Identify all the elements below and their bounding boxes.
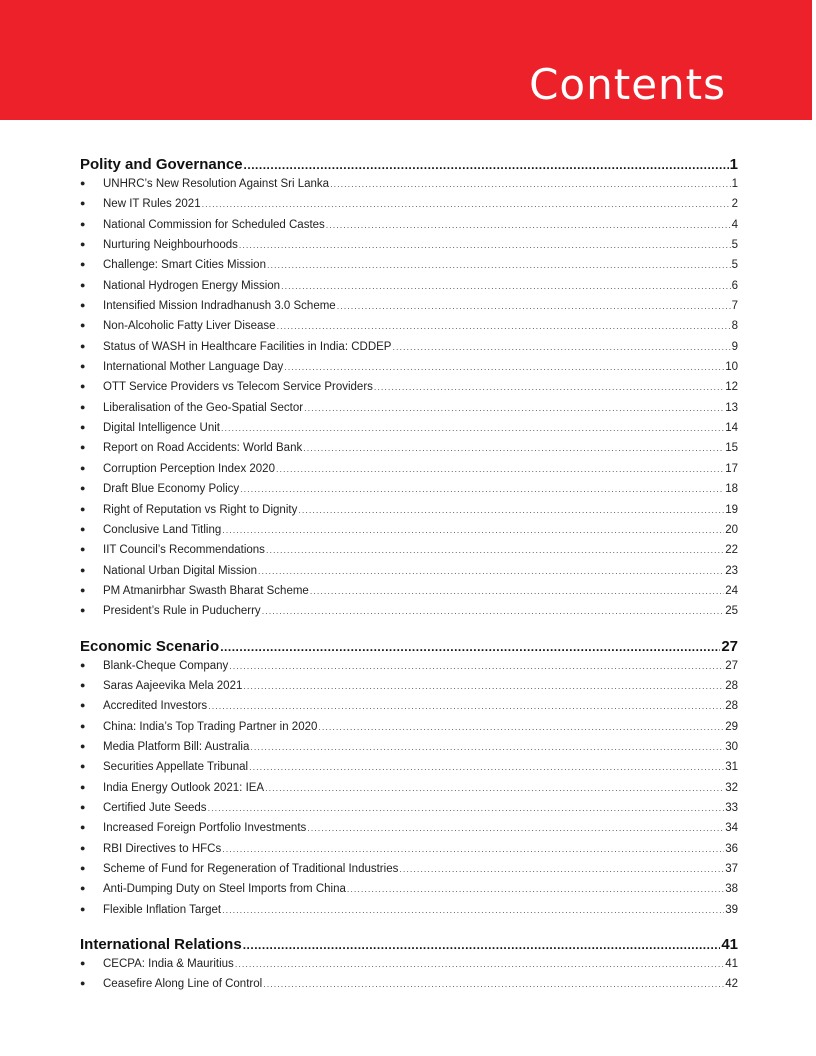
- bullet-icon: ●: [80, 822, 86, 833]
- dot-leader: [374, 382, 724, 392]
- bullet-icon: ●: [80, 523, 86, 534]
- toc-entry[interactable]: [80, 721, 738, 741]
- bullet-icon: ●: [80, 659, 86, 670]
- entry-page-number: 19: [725, 503, 738, 516]
- bullet-icon: ●: [80, 300, 86, 311]
- entry-title: PM Atmanirbhar Swasth Bharat Scheme: [103, 584, 309, 597]
- dot-leader: [229, 661, 724, 671]
- toc-entry[interactable]: [80, 741, 738, 761]
- toc-section-heading[interactable]: [80, 156, 738, 178]
- dot-leader: [263, 979, 724, 989]
- entry-page-number: 31: [725, 761, 738, 774]
- toc-entry[interactable]: [80, 280, 738, 300]
- bullet-icon: ●: [80, 883, 86, 894]
- bullet-icon: ●: [80, 564, 86, 575]
- entry-title: Corruption Perception Index 2020: [103, 462, 275, 475]
- bullet-icon: ●: [80, 442, 86, 453]
- bullet-icon: ●: [80, 401, 86, 412]
- entry-page-number: 13: [725, 401, 738, 414]
- entry-page-number: 7: [731, 300, 738, 313]
- entry-page-number: 14: [725, 422, 738, 435]
- toc-entry[interactable]: [80, 978, 738, 998]
- bullet-icon: ●: [80, 679, 86, 690]
- dot-leader: [208, 803, 725, 813]
- dot-leader: [392, 342, 730, 352]
- bullet-icon: ●: [80, 761, 86, 772]
- bullet-icon: ●: [80, 801, 86, 812]
- entry-page-number: 37: [725, 863, 738, 875]
- toc-entry[interactable]: [80, 178, 738, 198]
- bullet-icon: ●: [80, 503, 86, 514]
- entry-title: IIT Council’s Recommendations: [103, 544, 265, 557]
- entry-title: UNHRC’s New Resolution Against Sri Lanka: [103, 178, 330, 190]
- bullet-icon: ●: [80, 259, 86, 270]
- bullet-icon: ●: [80, 381, 86, 392]
- entry-title: National Urban Digital Mission: [103, 564, 258, 577]
- dot-leader: [235, 959, 724, 969]
- entry-page-number: 15: [725, 442, 738, 455]
- toc-entry[interactable]: [80, 381, 738, 401]
- toc-entry[interactable]: [80, 761, 738, 781]
- section-page-number: 27: [721, 637, 738, 655]
- toc-section-heading[interactable]: [80, 638, 738, 660]
- entry-title: Status of WASH in Healthcare Facilities in India: CDDEP: [103, 340, 392, 353]
- dot-leader: [250, 742, 724, 752]
- entry-page-number: 23: [725, 564, 738, 577]
- toc-entry[interactable]: [80, 219, 738, 239]
- bullet-icon: ●: [80, 422, 86, 433]
- dot-leader: [262, 606, 725, 616]
- entry-page-number: 33: [725, 801, 738, 814]
- bullet-icon: ●: [80, 198, 86, 209]
- toc-entry[interactable]: [80, 524, 738, 544]
- entry-title: New IT Rules 2021: [103, 198, 201, 211]
- dot-leader: [326, 220, 731, 230]
- bullet-icon: ●: [80, 903, 86, 914]
- bullet-icon: ●: [80, 863, 86, 873]
- bullet-icon: ●: [80, 781, 86, 792]
- entry-page-number: 29: [725, 720, 738, 733]
- dot-leader: [208, 701, 724, 711]
- dot-leader: [330, 179, 731, 189]
- entry-page-number: 4: [731, 218, 738, 231]
- entry-title: Conclusive Land Titling: [103, 523, 222, 536]
- toc-entry[interactable]: [80, 361, 738, 381]
- bullet-icon: ●: [80, 361, 86, 372]
- entry-page-number: 28: [725, 700, 738, 713]
- bullet-icon: ●: [80, 178, 86, 188]
- toc-entry[interactable]: [80, 822, 738, 842]
- bullet-icon: ●: [80, 958, 86, 969]
- toc-entry[interactable]: [80, 843, 738, 863]
- entry-title: Scheme of Fund for Regeneration of Traditional Industries: [103, 863, 399, 875]
- dot-leader: [307, 823, 724, 833]
- bullet-icon: ●: [80, 605, 86, 616]
- bullet-icon: ●: [80, 700, 86, 711]
- dot-leader: [220, 640, 720, 654]
- entry-page-number: 34: [725, 822, 738, 835]
- table-of-contents: [80, 156, 738, 1011]
- toc-entry[interactable]: [80, 700, 738, 720]
- dot-leader: [304, 403, 724, 413]
- entry-page-number: 38: [725, 883, 738, 896]
- toc-section: [80, 156, 738, 626]
- dot-leader: [310, 586, 724, 596]
- entry-page-number: 36: [725, 842, 738, 855]
- section-title: International Relations: [80, 936, 242, 954]
- page-title: Contents: [529, 60, 726, 109]
- entry-title: Right of Reputation vs Right to Dignity: [103, 503, 298, 516]
- entry-title: National Hydrogen Energy Mission: [103, 279, 281, 292]
- header-band: [0, 0, 812, 120]
- bullet-icon: ●: [80, 320, 86, 331]
- bullet-icon: ●: [80, 842, 86, 853]
- entry-page-number: 6: [731, 279, 738, 292]
- entry-title: National Commission for Scheduled Castes: [103, 218, 325, 231]
- dot-leader: [243, 681, 724, 691]
- entry-title: Liberalisation of the Geo-Spatial Sector: [103, 401, 304, 414]
- toc-entry[interactable]: [80, 463, 738, 483]
- dot-leader: [318, 722, 724, 732]
- toc-entry[interactable]: [80, 585, 738, 605]
- entry-page-number: 1: [731, 178, 738, 190]
- toc-entry[interactable]: [80, 402, 738, 422]
- toc-entry[interactable]: [80, 782, 738, 802]
- toc-entry[interactable]: [80, 605, 738, 625]
- toc-entry[interactable]: [80, 442, 738, 462]
- dot-leader: [298, 505, 724, 515]
- toc-entry[interactable]: [80, 300, 738, 320]
- toc-entry[interactable]: [80, 422, 738, 442]
- toc-entry[interactable]: [80, 660, 738, 680]
- entry-page-number: 12: [725, 381, 738, 394]
- toc-entry[interactable]: [80, 863, 738, 883]
- bullet-icon: ●: [80, 462, 86, 473]
- entry-title: Challenge: Smart Cities Mission: [103, 259, 266, 272]
- dot-leader: [347, 884, 724, 894]
- entry-title: Anti-Dumping Duty on Steel Imports from China: [103, 883, 346, 896]
- toc-entry[interactable]: [80, 680, 738, 700]
- entry-title: Saras Aajeevika Mela 2021: [103, 679, 243, 692]
- entry-title: Securities Appellate Tribunal: [103, 761, 249, 774]
- toc-entry[interactable]: [80, 958, 738, 978]
- entry-title: International Mother Language Day: [103, 361, 284, 374]
- dot-leader: [267, 260, 731, 270]
- entry-title: Blank-Cheque Company: [103, 659, 229, 672]
- entry-page-number: 2: [731, 198, 738, 211]
- dot-leader: [221, 423, 724, 433]
- dot-leader: [284, 362, 724, 372]
- entry-page-number: 30: [725, 740, 738, 753]
- toc-entry[interactable]: [80, 883, 738, 903]
- toc-section: [80, 638, 738, 924]
- entry-title: Digital Intelligence Unit: [103, 422, 220, 435]
- dot-leader: [281, 281, 731, 291]
- section-page-number: 1: [729, 156, 738, 173]
- entry-title: RBI Directives to HFCs: [103, 842, 222, 855]
- toc-entry[interactable]: [80, 483, 738, 503]
- dot-leader: [222, 905, 724, 915]
- entry-page-number: 18: [725, 483, 738, 496]
- entry-title: Intensified Mission Indradhanush 3.0 Scheme: [103, 300, 336, 313]
- toc-section: [80, 936, 738, 999]
- dot-leader: [303, 443, 724, 453]
- section-title: Economic Scenario: [80, 637, 220, 655]
- entry-page-number: 39: [725, 903, 738, 916]
- bullet-icon: ●: [80, 584, 86, 595]
- toc-entry[interactable]: [80, 239, 738, 259]
- entry-title: India Energy Outlook 2021: IEA: [103, 781, 265, 794]
- toc-entry[interactable]: [80, 904, 738, 924]
- entry-title: Certified Jute Seeds: [103, 801, 207, 814]
- toc-entry[interactable]: [80, 544, 738, 564]
- toc-entry[interactable]: [80, 341, 738, 361]
- dot-leader: [266, 545, 724, 555]
- entry-page-number: 20: [725, 523, 738, 536]
- dot-leader: [244, 158, 729, 172]
- bullet-icon: ●: [80, 740, 86, 751]
- entry-title: Ceasefire Along Line of Control: [103, 978, 263, 991]
- bullet-icon: ●: [80, 239, 86, 250]
- bullet-icon: ●: [80, 978, 86, 989]
- bullet-icon: ●: [80, 483, 86, 494]
- entry-title: CECPA: India & Mauritius: [103, 958, 234, 971]
- entry-title: Draft Blue Economy Policy: [103, 483, 240, 496]
- dot-leader: [399, 864, 724, 874]
- entry-page-number: 8: [731, 320, 738, 333]
- dot-leader: [243, 938, 721, 952]
- entry-title: Nurturing Neighbourhoods: [103, 239, 238, 252]
- entry-title: Accredited Investors: [103, 700, 208, 713]
- toc-entry[interactable]: [80, 320, 738, 340]
- entry-title: OTT Service Providers vs Telecom Service Providers: [103, 381, 373, 394]
- entry-page-number: 32: [725, 781, 738, 794]
- entry-page-number: 17: [725, 462, 738, 475]
- entry-title: China: India’s Top Trading Partner in 2020: [103, 720, 318, 733]
- entry-page-number: 25: [725, 605, 738, 618]
- section-title: Polity and Governance: [80, 156, 243, 173]
- dot-leader: [222, 844, 724, 854]
- toc-entry[interactable]: [80, 802, 738, 822]
- toc-entry[interactable]: [80, 504, 738, 524]
- entry-title: Increased Foreign Portfolio Investments: [103, 822, 307, 835]
- dot-leader: [222, 525, 724, 535]
- entry-page-number: 5: [731, 239, 738, 252]
- entry-page-number: 24: [725, 584, 738, 597]
- entry-page-number: 28: [725, 679, 738, 692]
- toc-entry[interactable]: [80, 198, 738, 218]
- dot-leader: [276, 464, 724, 474]
- bullet-icon: ●: [80, 544, 86, 555]
- dot-leader: [240, 484, 724, 494]
- dot-leader: [249, 762, 724, 772]
- toc-section-heading[interactable]: [80, 936, 738, 958]
- dot-leader: [202, 199, 731, 209]
- dot-leader: [265, 783, 724, 793]
- entry-page-number: 22: [725, 544, 738, 557]
- bullet-icon: ●: [80, 279, 86, 290]
- entry-page-number: 27: [725, 659, 738, 672]
- entry-title: Flexible Inflation Target: [103, 903, 222, 916]
- entry-page-number: 42: [725, 978, 738, 991]
- toc-entry[interactable]: [80, 565, 738, 585]
- section-page-number: 41: [721, 936, 738, 954]
- entry-title: Non-Alcoholic Fatty Liver Disease: [103, 320, 276, 333]
- toc-entry[interactable]: [80, 259, 738, 279]
- entry-page-number: 5: [731, 259, 738, 272]
- entry-page-number: 10: [725, 361, 738, 374]
- dot-leader: [258, 566, 724, 576]
- bullet-icon: ●: [80, 340, 86, 351]
- dot-leader: [277, 321, 731, 331]
- dot-leader: [239, 240, 731, 250]
- entry-page-number: 9: [731, 340, 738, 353]
- dot-leader: [337, 301, 731, 311]
- entry-page-number: 41: [725, 958, 738, 971]
- entry-title: Report on Road Accidents: World Bank: [103, 442, 303, 455]
- bullet-icon: ●: [80, 218, 86, 229]
- bullet-icon: ●: [80, 720, 86, 731]
- entry-title: President’s Rule in Puducherry: [103, 605, 261, 618]
- entry-title: Media Platform Bill: Australia: [103, 740, 250, 753]
